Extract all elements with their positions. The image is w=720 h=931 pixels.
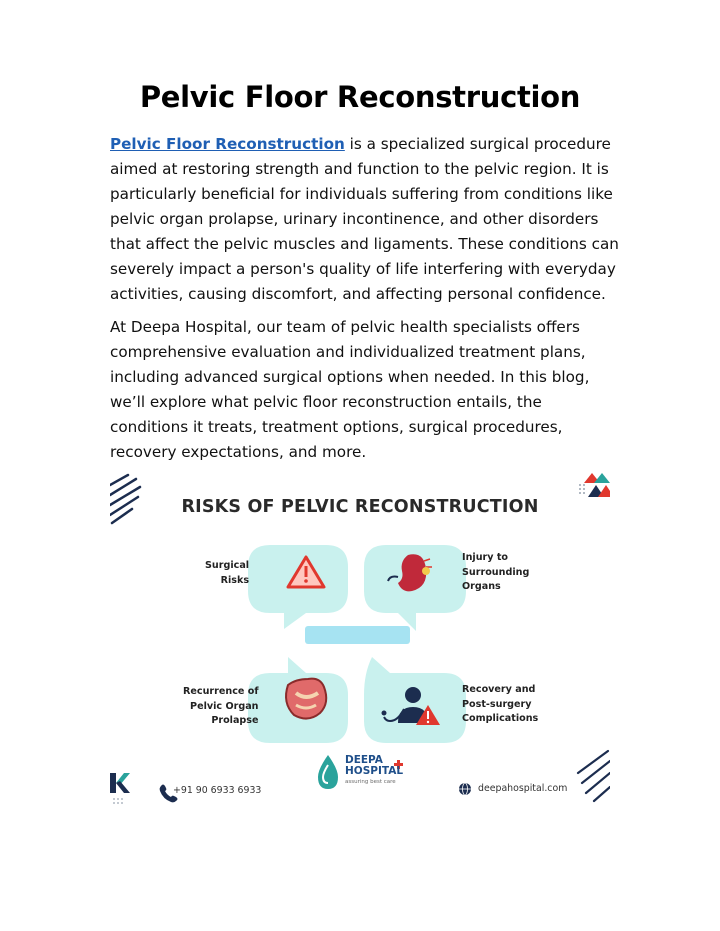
- brand-tagline: assuring best care: [345, 779, 396, 785]
- hospital-brand: [345, 755, 403, 788]
- globe-icon: [459, 783, 471, 795]
- page-title: Pelvic Floor Reconstruction: [139, 80, 581, 114]
- body-paragraph: At Deepa Hospital, our team of pelvic health specialists offers comprehensive evaluation and individualized treatment plans, including advanced surgical options when needed. In this blog, we’ll explore what pelvic floor reconstruction entails, the conditions it treats, treatment options, surgical procedures, recovery expectations, and more.: [110, 318, 590, 461]
- pelvic-floor-reconstruction-link[interactable]: Pelvic Floor Reconstruction: [110, 135, 345, 153]
- risk-label-recurrence: Recurrence of Pelvic Organ Prolapse: [183, 686, 259, 726]
- pelvic-organ-icon: [286, 679, 326, 719]
- intro-paragraph: [110, 132, 620, 307]
- risk-label-injury-organs: Injury to Surrounding Organs: [462, 552, 530, 592]
- triangle-decoration-top-right: [579, 473, 610, 497]
- risks-infographic: [110, 473, 610, 805]
- infographic-title: RISKS OF PELVIC RECONSTRUCTION: [181, 497, 539, 517]
- scribble-decoration-bottom-right: [578, 751, 610, 801]
- intro-text: is a specialized surgical procedure aimed at restoring strength and function to the pelvic region. It is particularly beneficial for individuals suffering from conditions like pelvic organ prolapse, urinary incontinence, and other disorders that affect the pelvic muscles and ligaments. These conditions can severely impact a person's quality of life interfering with everyday activities, causing discomfort, and affecting personal confidence.: [110, 135, 619, 303]
- phone-number: +91 90 6933 6933: [173, 785, 262, 796]
- risk-label-surgical: Surgical Risks: [205, 560, 250, 586]
- brand-line1: DEEPA: [345, 754, 383, 766]
- brand-line2: HOSPITAL: [345, 765, 404, 777]
- risk-label-recovery: Recovery and Post-surgery Complications: [462, 684, 539, 724]
- logo-mark-bottom-left: [110, 773, 130, 804]
- website-url: deepahospital.com: [478, 783, 568, 794]
- center-bar: [305, 626, 410, 644]
